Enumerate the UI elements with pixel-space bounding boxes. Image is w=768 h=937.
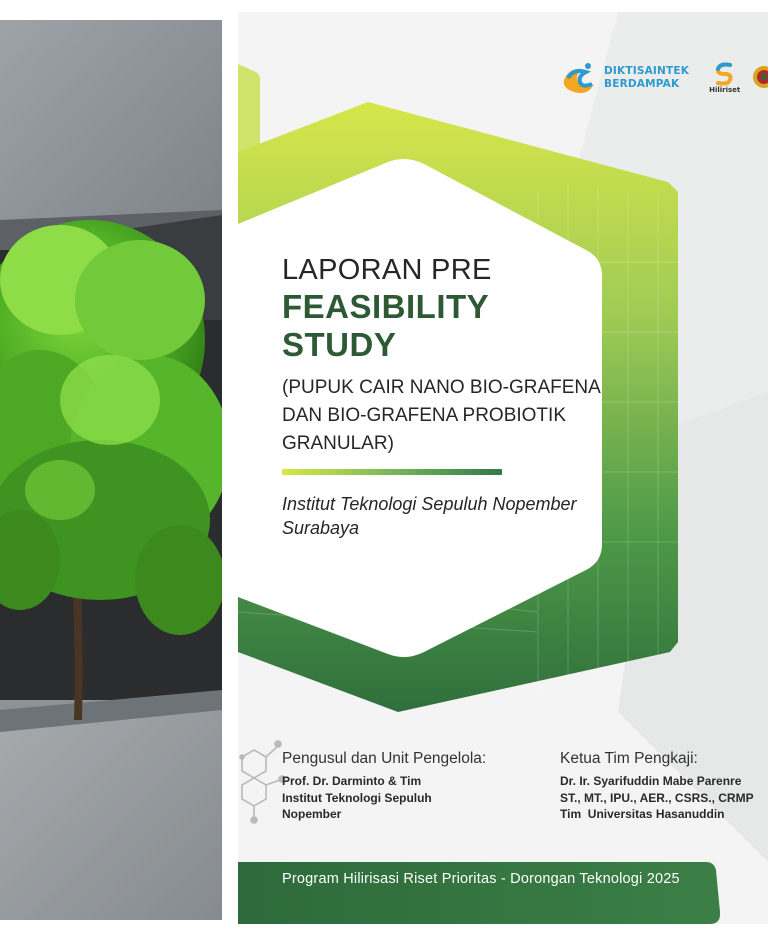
reviewer-heading: Ketua Tim Pengkaji:: [560, 750, 698, 767]
reviewer-details: Dr. Ir. Syarifuddin Mabe Parenre ST., MT., IPU., AER., CSRS., CRMP Tim Universitas Hasanuddin: [560, 774, 754, 821]
proposer-details: Prof. Dr. Darminto & Tim Institut Teknologi Sepuluh Nopember: [282, 774, 432, 821]
report-title-line1: LAPORAN PRE: [282, 254, 492, 286]
institute-name: Institut Teknologi Sepuluh Nopember Surabaya: [282, 494, 577, 538]
title-divider: [282, 469, 502, 475]
diktisaintek-logo-line1: DIKTISAINTEK: [604, 65, 690, 77]
hiliriset-logo-icon: [712, 62, 738, 86]
diktisaintek-logo-line2: BERDAMPAK: [604, 78, 680, 90]
hiliriset-logo-text: Hiliriset: [709, 86, 741, 94]
diktisaintek-logo-icon: [560, 60, 598, 96]
report-title-bold: [282, 288, 489, 364]
footer-program-text: Program Hilirisasi Riset Prioritas - Dorongan Teknologi 2025: [282, 871, 680, 887]
tree-image: [0, 20, 222, 920]
university-seal-icon: [750, 63, 768, 93]
report-title-line2: FEASIBILITY: [282, 288, 490, 325]
report-subtitle: (PUPUK CAIR NANO BIO-GRAFENA DAN BIO-GRAFENA PROBIOTIK GRANULAR): [282, 377, 600, 454]
tree-photo: [0, 20, 222, 920]
logo-row: [560, 60, 768, 96]
proposer-heading: Pengusul dan Unit Pengelola:: [282, 750, 487, 767]
hiliriset-logo: [709, 62, 740, 94]
report-title-line3: STUDY: [282, 326, 397, 363]
report-cover: [238, 12, 768, 924]
